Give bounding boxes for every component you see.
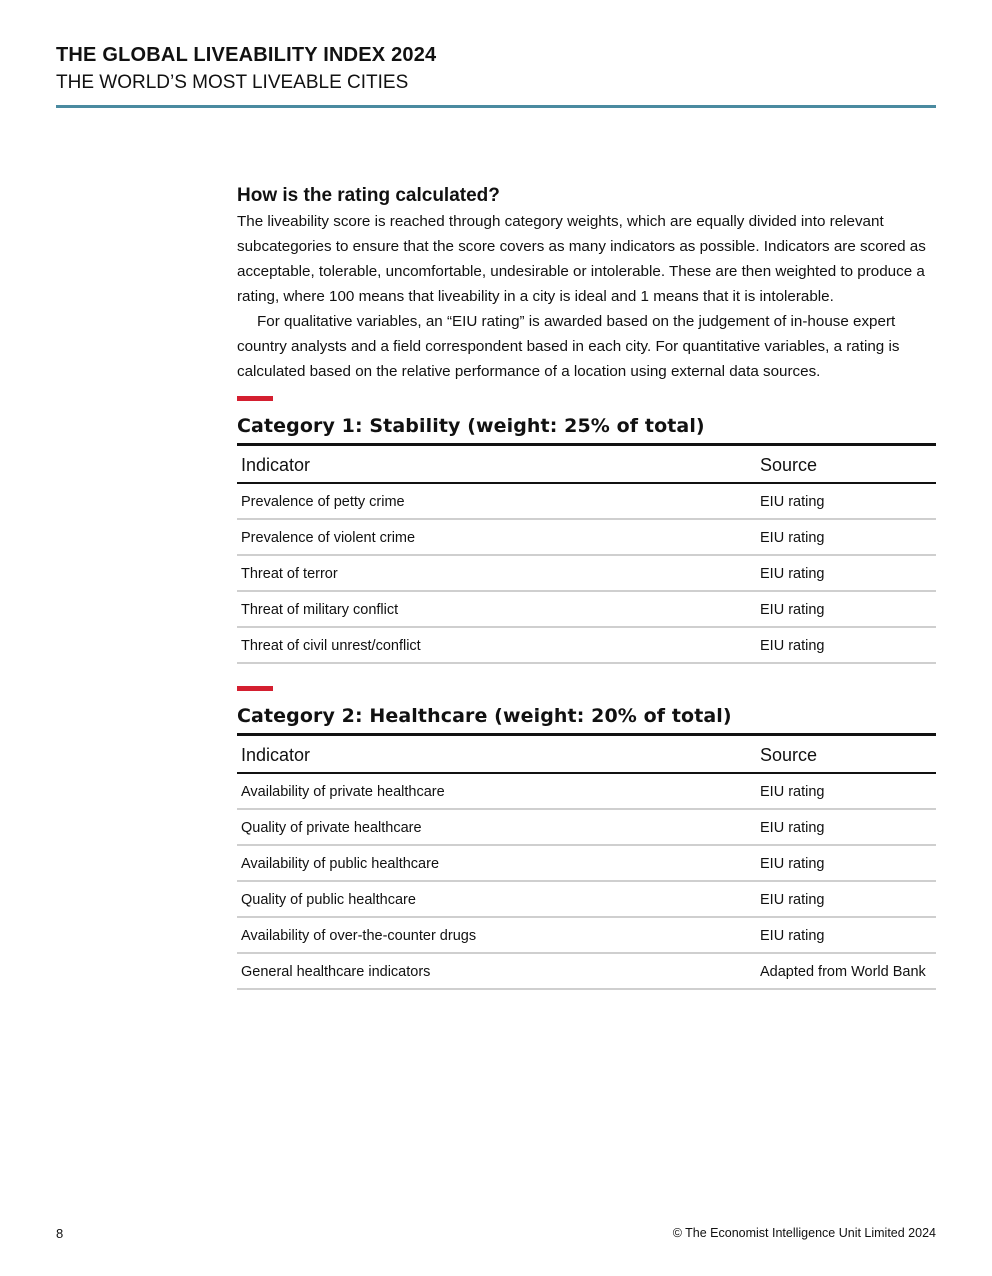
intro-paragraph-1: The liveability score is reached through category weights, which are equally divided into relevant subcategories to ensure that the score covers as many indicators as possible. Indicators are scored as acceptable, tolerable, uncomfortable, undesirable or intolerable. These are then weighted to produce a rating, where 100 means that liveability in a city is ideal and 1 means that it is intolerable. <box>237 213 926 305</box>
intro-paragraph-2: For qualitative variables, an “EIU rating” is awarded based on the judgement of in-house expert country analysts and a field correspondent based in each city. For quantitative variables, a rating is calculated based on the relative performance of a location using external data sources. <box>237 313 900 380</box>
indicator-cell: Threat of military conflict <box>237 591 756 627</box>
page-number: 8 <box>56 1226 64 1241</box>
indicator-cell: General healthcare indicators <box>237 953 756 989</box>
source-cell: EIU rating <box>756 881 936 917</box>
table-row <box>237 555 936 591</box>
page-header <box>56 42 936 96</box>
source-cell: EIU rating <box>756 917 936 953</box>
section-heading: How is the rating calculated? <box>237 185 500 206</box>
category-1-table <box>237 443 936 664</box>
document-title: THE GLOBAL LIVEABILITY INDEX 2024 <box>56 44 437 66</box>
source-cell: EIU rating <box>756 555 936 591</box>
column-header-source: Source <box>756 445 936 484</box>
category-2-marker <box>237 686 273 691</box>
table-row <box>237 591 936 627</box>
column-header-indicator: Indicator <box>237 445 756 484</box>
source-cell: EIU rating <box>756 591 936 627</box>
table-row <box>237 809 936 845</box>
indicator-cell: Quality of public healthcare <box>237 881 756 917</box>
source-cell: Adapted from World Bank <box>756 953 936 989</box>
source-cell: EIU rating <box>756 483 936 519</box>
table-header-row <box>237 445 936 484</box>
table-row <box>237 917 936 953</box>
source-cell: EIU rating <box>756 845 936 881</box>
source-cell: EIU rating <box>756 627 936 663</box>
column-header-indicator: Indicator <box>237 735 756 774</box>
category-2-heading: Category 2: Healthcare (weight: 20% of total) <box>237 705 732 727</box>
indicator-cell: Prevalence of petty crime <box>237 483 756 519</box>
column-header-source: Source <box>756 735 936 774</box>
indicator-cell: Availability of over-the-counter drugs <box>237 917 756 953</box>
indicator-cell: Threat of terror <box>237 555 756 591</box>
indicator-cell: Availability of public healthcare <box>237 845 756 881</box>
header-divider <box>56 105 936 108</box>
table-row <box>237 519 936 555</box>
indicator-cell: Threat of civil unrest/conflict <box>237 627 756 663</box>
indicator-cell: Prevalence of violent crime <box>237 519 756 555</box>
indicator-cell: Availability of private healthcare <box>237 773 756 809</box>
source-cell: EIU rating <box>756 773 936 809</box>
table-row <box>237 881 936 917</box>
category-2-table <box>237 733 936 990</box>
table-header-row <box>237 735 936 774</box>
indicator-cell: Quality of private healthcare <box>237 809 756 845</box>
table-row <box>237 773 936 809</box>
category-1-marker <box>237 396 273 401</box>
table-row <box>237 845 936 881</box>
table-row <box>237 483 936 519</box>
main-content <box>237 183 936 990</box>
table-row <box>237 953 936 989</box>
document-subtitle: THE WORLD’S MOST LIVEABLE CITIES <box>56 72 409 93</box>
table-row <box>237 627 936 663</box>
source-cell: EIU rating <box>756 519 936 555</box>
source-cell: EIU rating <box>756 809 936 845</box>
category-1-heading: Category 1: Stability (weight: 25% of total) <box>237 415 705 437</box>
copyright-notice: © The Economist Intelligence Unit Limited 2024 <box>672 1226 936 1240</box>
